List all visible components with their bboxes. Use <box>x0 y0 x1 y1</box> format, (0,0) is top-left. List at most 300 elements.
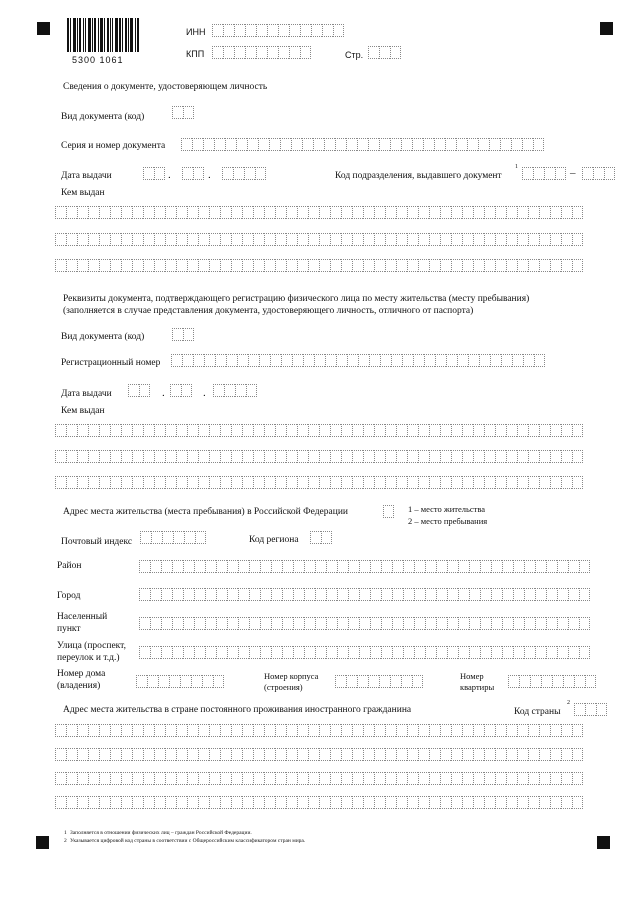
char-cell[interactable] <box>501 354 512 367</box>
char-cell[interactable] <box>308 259 319 272</box>
char-cell[interactable] <box>143 450 154 463</box>
char-cell[interactable] <box>267 46 278 59</box>
char-cell[interactable] <box>341 724 352 737</box>
char-cell[interactable] <box>282 617 293 630</box>
char-cell[interactable] <box>385 724 396 737</box>
char-cell[interactable] <box>110 206 121 219</box>
char-cell[interactable] <box>194 617 205 630</box>
char-cell[interactable] <box>379 675 390 688</box>
char-cell[interactable] <box>473 724 484 737</box>
issue-year-field[interactable] <box>222 167 266 180</box>
char-cell[interactable] <box>198 233 209 246</box>
char-cell[interactable] <box>330 772 341 785</box>
char-cell[interactable] <box>183 328 194 341</box>
char-cell[interactable] <box>473 748 484 761</box>
char-cell[interactable] <box>392 588 403 601</box>
char-cell[interactable] <box>88 233 99 246</box>
char-cell[interactable] <box>326 588 337 601</box>
char-cell[interactable] <box>374 748 385 761</box>
char-cell[interactable] <box>502 588 513 601</box>
char-cell[interactable] <box>110 424 121 437</box>
char-cell[interactable] <box>220 724 231 737</box>
char-cell[interactable] <box>451 796 462 809</box>
char-cell[interactable] <box>495 476 506 489</box>
char-cell[interactable] <box>259 354 270 367</box>
char-cell[interactable] <box>369 354 380 367</box>
char-cell[interactable] <box>550 748 561 761</box>
char-cell[interactable] <box>172 560 183 573</box>
char-cell[interactable] <box>539 748 550 761</box>
char-cell[interactable] <box>143 233 154 246</box>
char-cell[interactable] <box>539 772 550 785</box>
char-cell[interactable] <box>242 233 253 246</box>
char-cell[interactable] <box>593 167 604 180</box>
char-cell[interactable] <box>286 796 297 809</box>
char-cell[interactable] <box>264 772 275 785</box>
char-cell[interactable] <box>506 748 517 761</box>
char-cell[interactable] <box>139 384 150 397</box>
char-cell[interactable] <box>110 259 121 272</box>
char-cell[interactable] <box>528 450 539 463</box>
address-type-field[interactable] <box>383 505 394 518</box>
char-cell[interactable] <box>539 796 550 809</box>
char-cell[interactable] <box>209 450 220 463</box>
reg-issue-day-field[interactable] <box>128 384 150 397</box>
char-cell[interactable] <box>363 476 374 489</box>
country-code-field[interactable] <box>574 703 607 716</box>
locality-field[interactable] <box>139 617 590 630</box>
char-cell[interactable] <box>579 588 590 601</box>
char-cell[interactable] <box>346 675 357 688</box>
char-cell[interactable] <box>579 646 590 659</box>
char-cell[interactable] <box>193 354 204 367</box>
char-cell[interactable] <box>458 646 469 659</box>
char-cell[interactable] <box>429 233 440 246</box>
char-cell[interactable] <box>150 617 161 630</box>
char-cell[interactable] <box>55 796 66 809</box>
char-cell[interactable] <box>231 724 242 737</box>
char-cell[interactable] <box>319 796 330 809</box>
char-cell[interactable] <box>495 748 506 761</box>
char-cell[interactable] <box>346 138 357 151</box>
char-cell[interactable] <box>524 617 535 630</box>
char-cell[interactable] <box>469 617 480 630</box>
char-cell[interactable] <box>213 384 224 397</box>
char-cell[interactable] <box>165 206 176 219</box>
char-cell[interactable] <box>385 772 396 785</box>
char-cell[interactable] <box>341 450 352 463</box>
char-cell[interactable] <box>121 772 132 785</box>
char-cell[interactable] <box>359 560 370 573</box>
char-cell[interactable] <box>495 259 506 272</box>
issued-by-row[interactable] <box>55 233 583 246</box>
char-cell[interactable] <box>484 206 495 219</box>
char-cell[interactable] <box>352 450 363 463</box>
char-cell[interactable] <box>484 424 495 437</box>
char-cell[interactable] <box>385 476 396 489</box>
char-cell[interactable] <box>458 588 469 601</box>
char-cell[interactable] <box>392 617 403 630</box>
char-cell[interactable] <box>495 206 506 219</box>
char-cell[interactable] <box>473 450 484 463</box>
char-cell[interactable] <box>348 617 359 630</box>
char-cell[interactable] <box>260 560 271 573</box>
char-cell[interactable] <box>271 588 282 601</box>
char-cell[interactable] <box>407 772 418 785</box>
char-cell[interactable] <box>205 617 216 630</box>
char-cell[interactable] <box>183 106 194 119</box>
char-cell[interactable] <box>55 476 66 489</box>
char-cell[interactable] <box>352 796 363 809</box>
char-cell[interactable] <box>161 617 172 630</box>
char-cell[interactable] <box>478 138 489 151</box>
char-cell[interactable] <box>352 772 363 785</box>
char-cell[interactable] <box>310 531 321 544</box>
char-cell[interactable] <box>139 617 150 630</box>
char-cell[interactable] <box>176 259 187 272</box>
char-cell[interactable] <box>519 675 530 688</box>
char-cell[interactable] <box>330 259 341 272</box>
char-cell[interactable] <box>165 748 176 761</box>
char-cell[interactable] <box>264 724 275 737</box>
char-cell[interactable] <box>528 724 539 737</box>
char-cell[interactable] <box>220 748 231 761</box>
char-cell[interactable] <box>161 560 172 573</box>
char-cell[interactable] <box>249 646 260 659</box>
char-cell[interactable] <box>216 646 227 659</box>
char-cell[interactable] <box>282 560 293 573</box>
char-cell[interactable] <box>297 476 308 489</box>
char-cell[interactable] <box>462 476 473 489</box>
char-cell[interactable] <box>561 772 572 785</box>
char-cell[interactable] <box>171 354 182 367</box>
char-cell[interactable] <box>528 748 539 761</box>
char-cell[interactable] <box>205 646 216 659</box>
char-cell[interactable] <box>473 206 484 219</box>
reg-issued-by-row[interactable] <box>55 424 583 437</box>
char-cell[interactable] <box>484 796 495 809</box>
char-cell[interactable] <box>429 772 440 785</box>
char-cell[interactable] <box>462 772 473 785</box>
char-cell[interactable] <box>88 450 99 463</box>
char-cell[interactable] <box>495 450 506 463</box>
char-cell[interactable] <box>215 354 226 367</box>
char-cell[interactable] <box>396 748 407 761</box>
char-cell[interactable] <box>552 675 563 688</box>
char-cell[interactable] <box>462 233 473 246</box>
char-cell[interactable] <box>198 450 209 463</box>
char-cell[interactable] <box>533 138 544 151</box>
char-cell[interactable] <box>381 646 392 659</box>
char-cell[interactable] <box>194 588 205 601</box>
char-cell[interactable] <box>194 560 205 573</box>
char-cell[interactable] <box>297 424 308 437</box>
char-cell[interactable] <box>418 772 429 785</box>
char-cell[interactable] <box>333 24 344 37</box>
char-cell[interactable] <box>413 354 424 367</box>
char-cell[interactable] <box>267 24 278 37</box>
char-cell[interactable] <box>77 772 88 785</box>
char-cell[interactable] <box>462 259 473 272</box>
char-cell[interactable] <box>139 646 150 659</box>
char-cell[interactable] <box>256 24 267 37</box>
char-cell[interactable] <box>176 233 187 246</box>
char-cell[interactable] <box>502 646 513 659</box>
char-cell[interactable] <box>176 424 187 437</box>
char-cell[interactable] <box>374 424 385 437</box>
char-cell[interactable] <box>275 772 286 785</box>
char-cell[interactable] <box>99 772 110 785</box>
char-cell[interactable] <box>253 748 264 761</box>
char-cell[interactable] <box>143 772 154 785</box>
char-cell[interactable] <box>407 450 418 463</box>
char-cell[interactable] <box>480 617 491 630</box>
char-cell[interactable] <box>209 724 220 737</box>
char-cell[interactable] <box>172 328 183 341</box>
char-cell[interactable] <box>121 424 132 437</box>
char-cell[interactable] <box>99 476 110 489</box>
char-cell[interactable] <box>227 617 238 630</box>
char-cell[interactable] <box>561 748 572 761</box>
char-cell[interactable] <box>220 233 231 246</box>
char-cell[interactable] <box>231 233 242 246</box>
char-cell[interactable] <box>530 675 541 688</box>
char-cell[interactable] <box>139 588 150 601</box>
char-cell[interactable] <box>319 206 330 219</box>
char-cell[interactable] <box>434 138 445 151</box>
char-cell[interactable] <box>513 560 524 573</box>
char-cell[interactable] <box>161 646 172 659</box>
char-cell[interactable] <box>440 772 451 785</box>
char-cell[interactable] <box>194 646 205 659</box>
char-cell[interactable] <box>286 724 297 737</box>
char-cell[interactable] <box>242 724 253 737</box>
char-cell[interactable] <box>352 206 363 219</box>
char-cell[interactable] <box>473 796 484 809</box>
char-cell[interactable] <box>341 233 352 246</box>
char-cell[interactable] <box>418 233 429 246</box>
char-cell[interactable] <box>451 206 462 219</box>
char-cell[interactable] <box>303 354 314 367</box>
char-cell[interactable] <box>447 588 458 601</box>
char-cell[interactable] <box>191 675 202 688</box>
char-cell[interactable] <box>534 354 545 367</box>
char-cell[interactable] <box>326 646 337 659</box>
char-cell[interactable] <box>260 646 271 659</box>
char-cell[interactable] <box>55 772 66 785</box>
char-cell[interactable] <box>304 560 315 573</box>
char-cell[interactable] <box>533 167 544 180</box>
char-cell[interactable] <box>235 384 246 397</box>
char-cell[interactable] <box>380 354 391 367</box>
char-cell[interactable] <box>550 424 561 437</box>
char-cell[interactable] <box>429 206 440 219</box>
char-cell[interactable] <box>143 206 154 219</box>
char-cell[interactable] <box>381 617 392 630</box>
char-cell[interactable] <box>352 748 363 761</box>
char-cell[interactable] <box>132 796 143 809</box>
char-cell[interactable] <box>341 259 352 272</box>
char-cell[interactable] <box>264 450 275 463</box>
char-cell[interactable] <box>110 450 121 463</box>
char-cell[interactable] <box>203 138 214 151</box>
char-cell[interactable] <box>143 476 154 489</box>
char-cell[interactable] <box>143 724 154 737</box>
char-cell[interactable] <box>281 354 292 367</box>
char-cell[interactable] <box>550 772 561 785</box>
char-cell[interactable] <box>180 675 191 688</box>
char-cell[interactable] <box>374 450 385 463</box>
char-cell[interactable] <box>341 424 352 437</box>
char-cell[interactable] <box>491 617 502 630</box>
char-cell[interactable] <box>275 748 286 761</box>
char-cell[interactable] <box>363 796 374 809</box>
char-cell[interactable] <box>286 450 297 463</box>
char-cell[interactable] <box>418 424 429 437</box>
char-cell[interactable] <box>213 675 224 688</box>
char-cell[interactable] <box>264 259 275 272</box>
char-cell[interactable] <box>462 206 473 219</box>
char-cell[interactable] <box>535 560 546 573</box>
char-cell[interactable] <box>319 424 330 437</box>
char-cell[interactable] <box>359 617 370 630</box>
char-cell[interactable] <box>220 476 231 489</box>
char-cell[interactable] <box>462 748 473 761</box>
char-cell[interactable] <box>150 588 161 601</box>
char-cell[interactable] <box>429 424 440 437</box>
char-cell[interactable] <box>435 354 446 367</box>
char-cell[interactable] <box>572 424 583 437</box>
char-cell[interactable] <box>192 138 203 151</box>
char-cell[interactable] <box>325 354 336 367</box>
foreign-address-row[interactable] <box>55 724 583 737</box>
reg-issue-year-field[interactable] <box>213 384 257 397</box>
char-cell[interactable] <box>385 233 396 246</box>
postal-code-field[interactable] <box>140 531 206 544</box>
char-cell[interactable] <box>238 646 249 659</box>
char-cell[interactable] <box>407 424 418 437</box>
char-cell[interactable] <box>513 617 524 630</box>
char-cell[interactable] <box>132 724 143 737</box>
char-cell[interactable] <box>304 617 315 630</box>
house-number-field[interactable] <box>136 675 224 688</box>
char-cell[interactable] <box>480 646 491 659</box>
char-cell[interactable] <box>561 450 572 463</box>
char-cell[interactable] <box>484 259 495 272</box>
char-cell[interactable] <box>231 796 242 809</box>
char-cell[interactable] <box>383 505 394 518</box>
char-cell[interactable] <box>440 796 451 809</box>
char-cell[interactable] <box>121 259 132 272</box>
char-cell[interactable] <box>396 724 407 737</box>
char-cell[interactable] <box>517 259 528 272</box>
char-cell[interactable] <box>271 646 282 659</box>
char-cell[interactable] <box>539 424 550 437</box>
char-cell[interactable] <box>271 617 282 630</box>
char-cell[interactable] <box>541 675 552 688</box>
char-cell[interactable] <box>335 138 346 151</box>
char-cell[interactable] <box>585 703 596 716</box>
char-cell[interactable] <box>187 748 198 761</box>
char-cell[interactable] <box>143 424 154 437</box>
char-cell[interactable] <box>88 259 99 272</box>
char-cell[interactable] <box>249 588 260 601</box>
char-cell[interactable] <box>275 206 286 219</box>
char-cell[interactable] <box>289 46 300 59</box>
char-cell[interactable] <box>440 450 451 463</box>
char-cell[interactable] <box>187 724 198 737</box>
char-cell[interactable] <box>418 724 429 737</box>
char-cell[interactable] <box>77 450 88 463</box>
char-cell[interactable] <box>495 772 506 785</box>
char-cell[interactable] <box>374 796 385 809</box>
char-cell[interactable] <box>136 675 147 688</box>
char-cell[interactable] <box>231 748 242 761</box>
char-cell[interactable] <box>436 646 447 659</box>
char-cell[interactable] <box>231 450 242 463</box>
char-cell[interactable] <box>319 476 330 489</box>
char-cell[interactable] <box>407 233 418 246</box>
char-cell[interactable] <box>337 560 348 573</box>
char-cell[interactable] <box>502 560 513 573</box>
char-cell[interactable] <box>220 772 231 785</box>
char-cell[interactable] <box>225 138 236 151</box>
char-cell[interactable] <box>374 206 385 219</box>
char-cell[interactable] <box>249 617 260 630</box>
char-cell[interactable] <box>374 259 385 272</box>
char-cell[interactable] <box>447 617 458 630</box>
char-cell[interactable] <box>337 617 348 630</box>
char-cell[interactable] <box>456 138 467 151</box>
char-cell[interactable] <box>407 796 418 809</box>
char-cell[interactable] <box>381 560 392 573</box>
char-cell[interactable] <box>253 772 264 785</box>
char-cell[interactable] <box>480 560 491 573</box>
building-number-field[interactable] <box>335 675 423 688</box>
char-cell[interactable] <box>469 588 480 601</box>
street-field[interactable] <box>139 646 590 659</box>
char-cell[interactable] <box>165 796 176 809</box>
char-cell[interactable] <box>469 646 480 659</box>
char-cell[interactable] <box>385 424 396 437</box>
char-cell[interactable] <box>604 167 615 180</box>
char-cell[interactable] <box>528 796 539 809</box>
char-cell[interactable] <box>110 233 121 246</box>
char-cell[interactable] <box>579 560 590 573</box>
char-cell[interactable] <box>517 424 528 437</box>
char-cell[interactable] <box>297 772 308 785</box>
char-cell[interactable] <box>535 588 546 601</box>
char-cell[interactable] <box>352 724 363 737</box>
char-cell[interactable] <box>572 796 583 809</box>
char-cell[interactable] <box>385 796 396 809</box>
char-cell[interactable] <box>385 259 396 272</box>
char-cell[interactable] <box>198 206 209 219</box>
char-cell[interactable] <box>260 588 271 601</box>
char-cell[interactable] <box>572 476 583 489</box>
char-cell[interactable] <box>165 772 176 785</box>
char-cell[interactable] <box>253 259 264 272</box>
char-cell[interactable] <box>304 646 315 659</box>
char-cell[interactable] <box>286 476 297 489</box>
char-cell[interactable] <box>506 259 517 272</box>
char-cell[interactable] <box>407 476 418 489</box>
char-cell[interactable] <box>491 588 502 601</box>
char-cell[interactable] <box>143 167 154 180</box>
char-cell[interactable] <box>172 646 183 659</box>
char-cell[interactable] <box>154 424 165 437</box>
char-cell[interactable] <box>528 772 539 785</box>
